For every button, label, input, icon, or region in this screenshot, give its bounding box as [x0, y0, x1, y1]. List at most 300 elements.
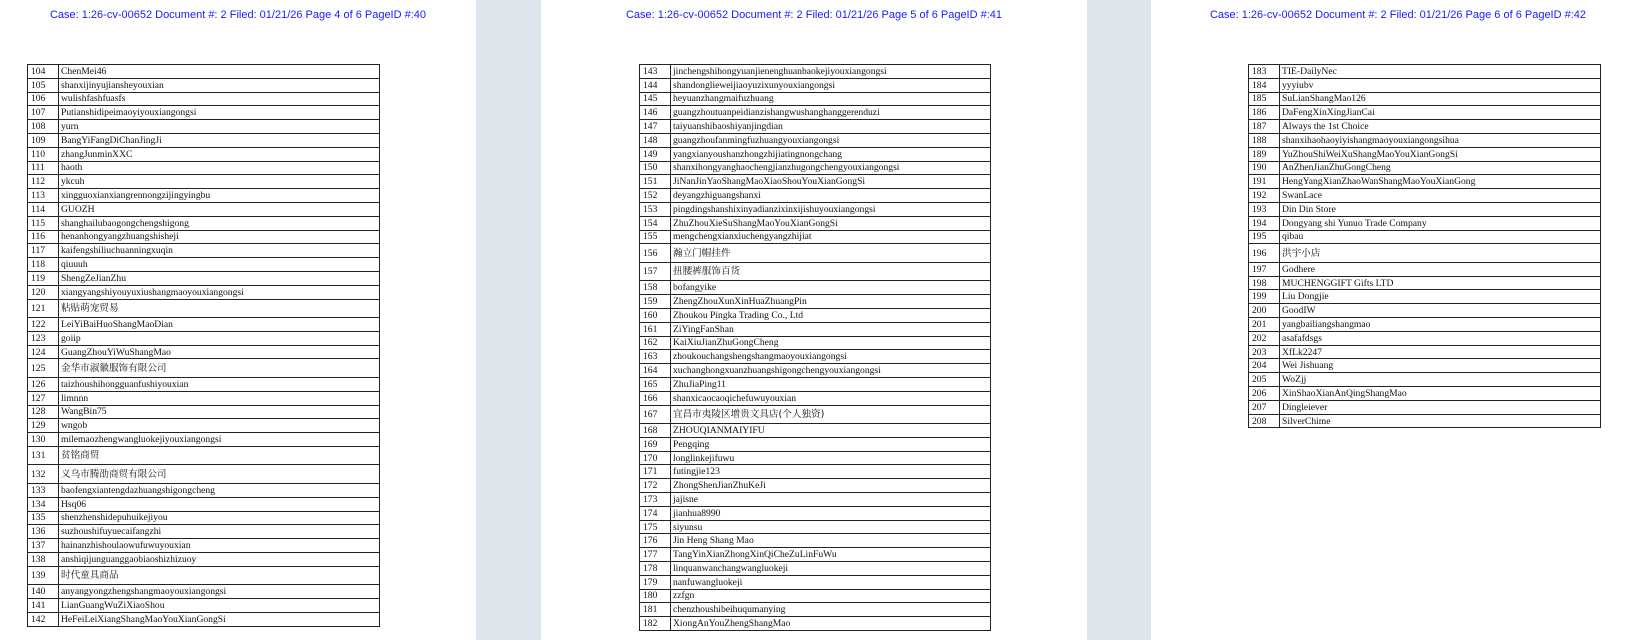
- seller-name: pingdingshanshixinyadianzixinxijishuyouxiangongsi: [671, 202, 991, 216]
- seller-name: LeiYiBaiHuoShangMaoDian: [59, 318, 380, 332]
- seller-name: shenzhenshidepuhuikejiyou: [59, 511, 380, 525]
- row-number: 160: [640, 308, 671, 322]
- page-header: Case: 1:26-cv-00652 Document #: 2 Filed: 01/21/26 Page 6 of 6 PageID #:42: [1209, 9, 1587, 21]
- row-number: 150: [640, 161, 671, 175]
- table-row: [28, 258, 380, 272]
- table-row: [640, 364, 991, 378]
- seller-name: Din Din Store: [1280, 202, 1601, 216]
- table-row: [640, 281, 991, 295]
- seller-name: ShengZeJianZhu: [59, 271, 380, 285]
- page-header: Case: 1:26-cv-00652 Document #: 2 Filed: 01/21/26 Page 4 of 6 PageID #:40: [49, 9, 427, 21]
- seller-name: suzhoushifuyuecaifangzhi: [59, 525, 380, 539]
- seller-name: TIE-DailyNec: [1280, 65, 1601, 79]
- table-row: [640, 377, 991, 391]
- table-row: [28, 161, 380, 175]
- table-row: [28, 285, 380, 299]
- table-row: [28, 318, 380, 332]
- row-number: 177: [640, 548, 671, 562]
- table-row: [640, 175, 991, 189]
- seller-name: haoth: [59, 161, 380, 175]
- table-row: [1249, 318, 1601, 332]
- seller-name: WangBin75: [59, 405, 380, 419]
- seller-name: yangxianyoushanzhongzhijiatingnongchang: [671, 147, 991, 161]
- row-number: 203: [1249, 345, 1280, 359]
- table-row: [640, 244, 991, 263]
- seller-name: heyuanzhangmaifuzhuang: [671, 92, 991, 106]
- row-number: 131: [28, 446, 59, 465]
- seller-name: Hsq06: [59, 497, 380, 511]
- table-row: [28, 202, 380, 216]
- table-row: [28, 65, 380, 79]
- seller-name: 贫铭商贸: [59, 446, 380, 465]
- row-number: 127: [28, 391, 59, 405]
- row-number: 109: [28, 133, 59, 147]
- row-number: 122: [28, 318, 59, 332]
- seller-name: MUCHENGGIFT Gifts LTD: [1280, 276, 1601, 290]
- table-row: [640, 350, 991, 364]
- seller-name: GUOZH: [59, 202, 380, 216]
- table-row: [28, 377, 380, 391]
- row-number: 120: [28, 285, 59, 299]
- row-number: 193: [1249, 202, 1280, 216]
- table-row: [28, 497, 380, 511]
- row-number: 114: [28, 202, 59, 216]
- row-number: 142: [28, 612, 59, 626]
- seller-name: deyangzhiguangshanxi: [671, 189, 991, 203]
- seller-name: henanhongyangzhuangshisheji: [59, 230, 380, 244]
- table-row: [28, 345, 380, 359]
- row-number: 188: [1249, 133, 1280, 147]
- table-row: [28, 433, 380, 447]
- row-number: 169: [640, 437, 671, 451]
- row-number: 191: [1249, 175, 1280, 189]
- seller-name: asafafdsgs: [1280, 331, 1601, 345]
- seller-name: Dingleiever: [1280, 400, 1601, 414]
- row-number: 184: [1249, 78, 1280, 92]
- row-number: 176: [640, 534, 671, 548]
- table-row: [1249, 414, 1601, 428]
- table-row: [1249, 230, 1601, 244]
- row-number: 200: [1249, 304, 1280, 318]
- row-number: 199: [1249, 290, 1280, 304]
- seller-name: WoZjj: [1280, 373, 1601, 387]
- table-row: [1249, 345, 1601, 359]
- row-number: 185: [1249, 92, 1280, 106]
- table-row: [1249, 65, 1601, 79]
- row-number: 173: [640, 493, 671, 507]
- row-number: 207: [1249, 400, 1280, 414]
- seller-name: Jin Heng Shang Mao: [671, 534, 991, 548]
- seller-name: kaifengshiliuchuanningxuqin: [59, 244, 380, 258]
- table-row: [28, 552, 380, 566]
- table-row: [1249, 78, 1601, 92]
- seller-name: jinchengshihongyuanjienenghuanbaokejiyouxiangongsi: [671, 65, 991, 79]
- seller-name: goiip: [59, 331, 380, 345]
- row-number: 115: [28, 216, 59, 230]
- defendant-table: [639, 64, 991, 631]
- seller-name: shanghailubaogongchengshigong: [59, 216, 380, 230]
- row-number: 104: [28, 65, 59, 79]
- seller-name: 瀚立门帽挂件: [671, 244, 991, 263]
- row-number: 189: [1249, 147, 1280, 161]
- table-row: [28, 244, 380, 258]
- table-row: [1249, 189, 1601, 203]
- table-row: [1249, 244, 1601, 263]
- table-row: [640, 202, 991, 216]
- table-row: [1249, 331, 1601, 345]
- table-row: [28, 230, 380, 244]
- seller-name: Dongyang shi Yunuo Trade Company: [1280, 216, 1601, 230]
- seller-name: xiangyangshiyouyuxiushangmaoyouxiangongsi: [59, 285, 380, 299]
- row-number: 145: [640, 92, 671, 106]
- row-number: 194: [1249, 216, 1280, 230]
- seller-name: HengYangXianZhaoWanShangMaoYouXianGong: [1280, 175, 1601, 189]
- seller-name: 宜昌市夷陵区增贵文具店(个人独资): [671, 405, 991, 424]
- seller-name: shanxicaocaoqichefuwuyouxian: [671, 391, 991, 405]
- seller-name: ZhuJiaPing11: [671, 377, 991, 391]
- seller-name: 洪宇小店: [1280, 244, 1601, 263]
- row-number: 183: [1249, 65, 1280, 79]
- table-row: [640, 603, 991, 617]
- table-row: [640, 548, 991, 562]
- table-row: [1249, 161, 1601, 175]
- seller-name: shandonglieweijiaoyuzixunyouxiangongsi: [671, 78, 991, 92]
- row-number: 181: [640, 603, 671, 617]
- document-page-6: [1151, 0, 1645, 640]
- row-number: 128: [28, 405, 59, 419]
- seller-name: Always the 1st Choice: [1280, 120, 1601, 134]
- table-row: [640, 106, 991, 120]
- seller-name: ZhongShenJianZhuKeJi: [671, 479, 991, 493]
- document-page-4: [0, 0, 476, 640]
- seller-name: Godhere: [1280, 262, 1601, 276]
- row-number: 135: [28, 511, 59, 525]
- row-number: 152: [640, 189, 671, 203]
- row-number: 126: [28, 377, 59, 391]
- row-number: 123: [28, 331, 59, 345]
- row-number: 154: [640, 216, 671, 230]
- seller-name: guangzhoufanmingfuzhuangyouxiangongsi: [671, 133, 991, 147]
- table-row: [640, 147, 991, 161]
- row-number: 106: [28, 92, 59, 106]
- row-number: 111: [28, 161, 59, 175]
- table-row: [640, 161, 991, 175]
- seller-name: shanxijinyujiansheyouxian: [59, 78, 380, 92]
- table-row: [1249, 373, 1601, 387]
- table-row: [28, 419, 380, 433]
- seller-name: Zhoukou Pingka Trading Co., Ltd: [671, 308, 991, 322]
- table-row: [28, 189, 380, 203]
- seller-name: zhoukouchangshengshangmaoyouxiangongsi: [671, 350, 991, 364]
- row-number: 168: [640, 424, 671, 438]
- row-number: 192: [1249, 189, 1280, 203]
- row-number: 151: [640, 175, 671, 189]
- seller-name: limnnn: [59, 391, 380, 405]
- row-number: 147: [640, 120, 671, 134]
- row-number: 134: [28, 497, 59, 511]
- table-row: [28, 359, 380, 378]
- seller-name: XiongAnYouZhengShangMao: [671, 617, 991, 631]
- table-row: [28, 599, 380, 613]
- seller-name: BangYiFangDiChanJingJi: [59, 133, 380, 147]
- row-number: 175: [640, 520, 671, 534]
- seller-name: SwanLace: [1280, 189, 1601, 203]
- table-row: [640, 575, 991, 589]
- table-row: [640, 336, 991, 350]
- row-number: 141: [28, 599, 59, 613]
- row-number: 110: [28, 147, 59, 161]
- row-number: 148: [640, 133, 671, 147]
- table-row: [28, 566, 380, 585]
- table-row: [640, 322, 991, 336]
- table-row: [1249, 359, 1601, 373]
- seller-name: chenzhoushibeihuqumanying: [671, 603, 991, 617]
- seller-name: taiyuanshibaoshiyanjingdian: [671, 120, 991, 134]
- table-row: [28, 271, 380, 285]
- row-number: 132: [28, 465, 59, 484]
- table-row: [640, 120, 991, 134]
- seller-name: LianGuangWuZiXiaoShou: [59, 599, 380, 613]
- row-number: 206: [1249, 387, 1280, 401]
- table-row: [640, 437, 991, 451]
- table-row: [1249, 290, 1601, 304]
- table-row: [28, 120, 380, 134]
- row-number: 171: [640, 465, 671, 479]
- seller-name: futingjie123: [671, 465, 991, 479]
- seller-name: YuZhouShiWeiXuShangMaoYouXianGongSi: [1280, 147, 1601, 161]
- table-row: [28, 106, 380, 120]
- seller-name: jajisne: [671, 493, 991, 507]
- table-row: [640, 465, 991, 479]
- table-row: [640, 391, 991, 405]
- seller-name: yurn: [59, 120, 380, 134]
- seller-name: ykcuh: [59, 175, 380, 189]
- table-row: [640, 308, 991, 322]
- document-page-5: [541, 0, 1087, 640]
- row-number: 166: [640, 391, 671, 405]
- table-row: [28, 612, 380, 626]
- seller-name: Putianshidipeimaoyiyouxiangongsi: [59, 106, 380, 120]
- row-number: 143: [640, 65, 671, 79]
- seller-name: XinShaoXianAnQingShangMao: [1280, 387, 1601, 401]
- row-number: 116: [28, 230, 59, 244]
- table-row: [640, 562, 991, 576]
- seller-name: Liu Dongjie: [1280, 290, 1601, 304]
- row-number: 119: [28, 271, 59, 285]
- row-number: 133: [28, 483, 59, 497]
- seller-name: nanfuwangluokeji: [671, 575, 991, 589]
- row-number: 144: [640, 78, 671, 92]
- table-row: [28, 483, 380, 497]
- seller-name: 粘贴萌宠贸易: [59, 299, 380, 318]
- row-number: 208: [1249, 414, 1280, 428]
- table-row: [1249, 92, 1601, 106]
- row-number: 146: [640, 106, 671, 120]
- table-row: [640, 189, 991, 203]
- table-row: [28, 446, 380, 465]
- seller-name: guangzhoutuanpeidianzishangwushanghanggerenduzi: [671, 106, 991, 120]
- table-row: [28, 391, 380, 405]
- table-row: [28, 465, 380, 484]
- table-row: [640, 493, 991, 507]
- table-row: [640, 133, 991, 147]
- table-row: [28, 525, 380, 539]
- row-number: 153: [640, 202, 671, 216]
- row-number: 158: [640, 281, 671, 295]
- row-number: 202: [1249, 331, 1280, 345]
- table-row: [28, 585, 380, 599]
- row-number: 186: [1249, 106, 1280, 120]
- seller-name: shanxihaohaoyiyishangmaoyouxiangongsihua: [1280, 133, 1601, 147]
- seller-name: shanxihongyanghaochengjianzhugongchengyouxiangongsi: [671, 161, 991, 175]
- table-row: [640, 262, 991, 281]
- table-row: [1249, 147, 1601, 161]
- seller-name: DaFengXinXingJianCai: [1280, 106, 1601, 120]
- row-number: 139: [28, 566, 59, 585]
- table-row: [28, 331, 380, 345]
- table-row: [640, 92, 991, 106]
- row-number: 161: [640, 322, 671, 336]
- seller-name: 义乌市腾劭商贸有限公司: [59, 465, 380, 484]
- table-row: [640, 405, 991, 424]
- table-row: [1249, 106, 1601, 120]
- seller-name: ZHOUQIANMAIYIFU: [671, 424, 991, 438]
- table-row: [1249, 400, 1601, 414]
- table-row: [28, 133, 380, 147]
- table-row: [1249, 276, 1601, 290]
- row-number: 124: [28, 345, 59, 359]
- seller-name: anshiqijunguanggaobiaoshizhizuoy: [59, 552, 380, 566]
- table-row: [640, 424, 991, 438]
- seller-name: siyunsu: [671, 520, 991, 534]
- seller-name: xuchanghongxuanzhuangshigongchengyouxiangongsi: [671, 364, 991, 378]
- row-number: 190: [1249, 161, 1280, 175]
- table-row: [640, 65, 991, 79]
- row-number: 180: [640, 589, 671, 603]
- row-number: 170: [640, 451, 671, 465]
- seller-name: zzfgn: [671, 589, 991, 603]
- row-number: 156: [640, 244, 671, 263]
- row-number: 140: [28, 585, 59, 599]
- seller-name: Pengqing: [671, 437, 991, 451]
- table-row: [640, 506, 991, 520]
- seller-name: baofengxiantengdazhuangshigongcheng: [59, 483, 380, 497]
- table-row: [1249, 120, 1601, 134]
- page-header: Case: 1:26-cv-00652 Document #: 2 Filed: 01/21/26 Page 5 of 6 PageID #:41: [625, 9, 1003, 21]
- row-number: 205: [1249, 373, 1280, 387]
- table-row: [1249, 304, 1601, 318]
- seller-name: jianhua8990: [671, 506, 991, 520]
- seller-name: SuLianShangMao126: [1280, 92, 1601, 106]
- table-row: [28, 511, 380, 525]
- seller-name: qibau: [1280, 230, 1601, 244]
- table-row: [28, 405, 380, 419]
- seller-name: hainanzhishoulaowufuwuyouxian: [59, 539, 380, 553]
- seller-name: milemaozhengwangluokejiyouxiangongsi: [59, 433, 380, 447]
- table-row: [640, 617, 991, 631]
- row-number: 163: [640, 350, 671, 364]
- seller-name: zhangJunminXXC: [59, 147, 380, 161]
- table-row: [640, 589, 991, 603]
- table-row: [28, 92, 380, 106]
- table-row: [1249, 262, 1601, 276]
- row-number: 155: [640, 230, 671, 244]
- row-number: 108: [28, 120, 59, 134]
- table-row: [28, 299, 380, 318]
- row-number: 201: [1249, 318, 1280, 332]
- seller-name: yangbailiangshangmao: [1280, 318, 1601, 332]
- seller-name: GuangZhouYiWuShangMao: [59, 345, 380, 359]
- row-number: 136: [28, 525, 59, 539]
- row-number: 113: [28, 189, 59, 203]
- table-row: [28, 78, 380, 92]
- defendant-table: [27, 64, 380, 627]
- row-number: 178: [640, 562, 671, 576]
- seller-name: SilverChime: [1280, 414, 1601, 428]
- row-number: 149: [640, 147, 671, 161]
- seller-name: anyangyongzhengshangmaoyouxiangongsi: [59, 585, 380, 599]
- seller-name: 金华市淑徽服饰有限公司: [59, 359, 380, 378]
- seller-name: GoodIW: [1280, 304, 1601, 318]
- row-number: 197: [1249, 262, 1280, 276]
- row-number: 179: [640, 575, 671, 589]
- table-row: [640, 216, 991, 230]
- row-number: 107: [28, 106, 59, 120]
- row-number: 157: [640, 262, 671, 281]
- seller-name: wngob: [59, 419, 380, 433]
- seller-name: qiuuuh: [59, 258, 380, 272]
- row-number: 159: [640, 295, 671, 309]
- row-number: 196: [1249, 244, 1280, 263]
- table-row: [640, 520, 991, 534]
- row-number: 204: [1249, 359, 1280, 373]
- seller-name: 时代童具商品: [59, 566, 380, 585]
- table-row: [1249, 387, 1601, 401]
- table-row: [640, 479, 991, 493]
- row-number: 172: [640, 479, 671, 493]
- seller-name: taizhoushihongguanfushiyouxian: [59, 377, 380, 391]
- row-number: 164: [640, 364, 671, 378]
- row-number: 182: [640, 617, 671, 631]
- table-row: [640, 230, 991, 244]
- seller-name: ZhengZhouXunXinHuaZhuangPin: [671, 295, 991, 309]
- seller-name: ChenMei46: [59, 65, 380, 79]
- seller-name: XfLk2247: [1280, 345, 1601, 359]
- row-number: 129: [28, 419, 59, 433]
- row-number: 118: [28, 258, 59, 272]
- seller-name: bofangyike: [671, 281, 991, 295]
- row-number: 198: [1249, 276, 1280, 290]
- row-number: 112: [28, 175, 59, 189]
- row-number: 130: [28, 433, 59, 447]
- seller-name: longlinkejifuwu: [671, 451, 991, 465]
- row-number: 125: [28, 359, 59, 378]
- table-row: [28, 147, 380, 161]
- seller-name: linquanwanchangwangluokeji: [671, 562, 991, 576]
- row-number: 117: [28, 244, 59, 258]
- seller-name: ZhuZhouXieSuShangMaoYouXianGongSi: [671, 216, 991, 230]
- row-number: 138: [28, 552, 59, 566]
- seller-name: HeFeiLeiXiangShangMaoYouXianGongSi: [59, 612, 380, 626]
- row-number: 167: [640, 405, 671, 424]
- defendant-table: [1248, 64, 1601, 428]
- seller-name: AnZhenJianZhuGongCheng: [1280, 161, 1601, 175]
- table-row: [28, 175, 380, 189]
- row-number: 162: [640, 336, 671, 350]
- table-row: [1249, 175, 1601, 189]
- seller-name: KaiXiuJianZhuGongCheng: [671, 336, 991, 350]
- row-number: 174: [640, 506, 671, 520]
